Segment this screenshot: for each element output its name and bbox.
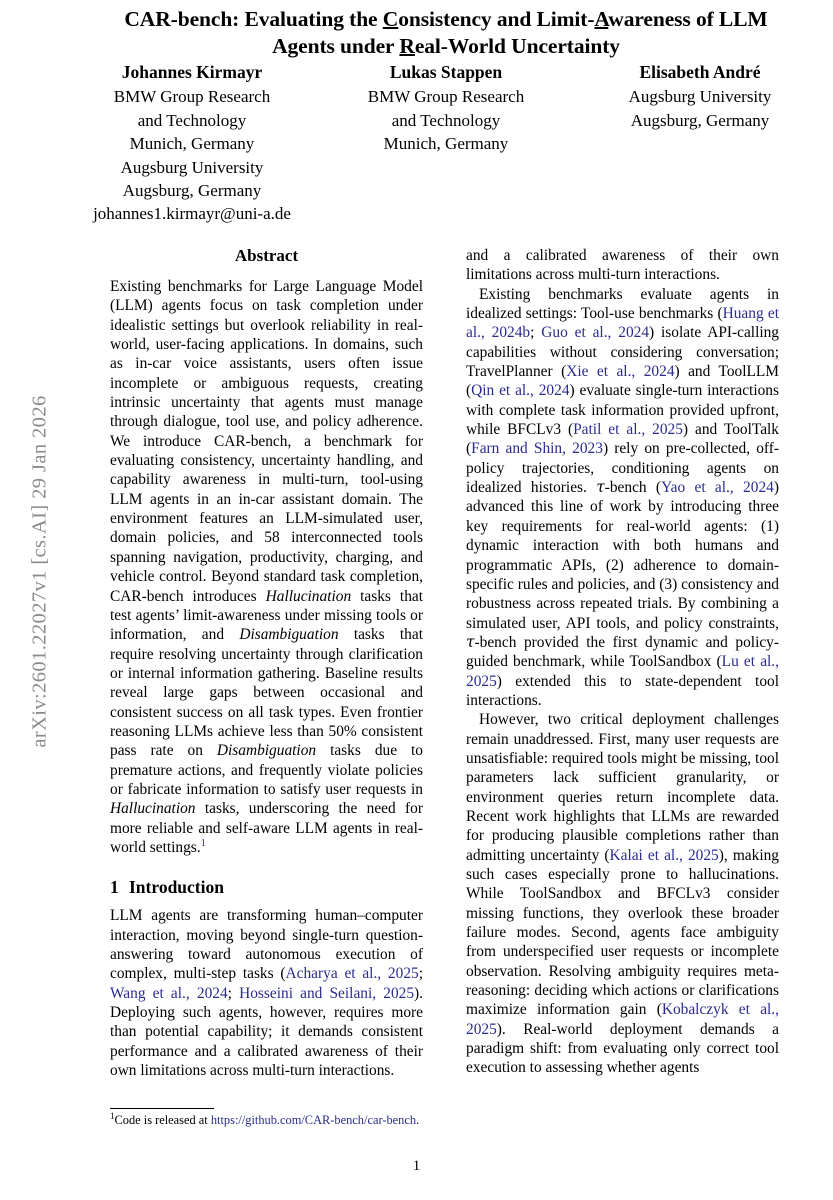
text-seg: ). Deploying such agents, however, requires more than potential capability; it demands consistent performance and a calibrated awareness of their own limitations across multi-turn interactions.: [110, 984, 424, 1080]
right-column: [466, 246, 779, 1078]
citation-link[interactable]: Lu et al., 2025: [466, 653, 780, 690]
author-affiliation-line: Augsburg University: [120, 157, 264, 177]
left-column: [110, 246, 423, 1080]
footnote-url-link[interactable]: https://github.com/CAR-bench/car-bench: [210, 1113, 417, 1127]
title-segment-4: Agents under: [272, 34, 400, 58]
section-heading-introduction: [110, 877, 423, 898]
author-affiliation-line: BMW Group Research: [367, 87, 525, 107]
abstract-seg-1: Existing benchmarks for Large Language Model (LLM) agents focus on task completion under idealistic settings but overlook reliability in real-world, user-facing applications. In domains, such as in-car voice assistants, users often issue incomplete or ambiguous requests, creating intrinsic uncertainty that agents must manage through dialogue, tool use, and policy adherence. We introduce CAR-bench, a benchmark for evaluating consistency, uncertainty handling, and capability awareness in multi-turn, tool-using LLM agents in an in-car assistant domain. The environment features an LLM-simulated user, domain policies, and 58 interconnected tools spanning navigation, productivity, charging, and vehicle control. Beyond standard task completion, CAR-bench introduces: [110, 278, 423, 605]
text-seg: ) advanced this line of work by introducing three key requirements for real-world agents: (1) dynamic interaction with both humans and programmatic APIs, (2) adherence to domain-specific rules and policies, and (3) consistency and robustness across repeated trials. By combining a simulated user, API tools, and policy constraints,: [466, 479, 779, 632]
abstract-seg-4: tasks due to premature actions, and frequently violate policies or fabricate information to satisfy user requests in: [110, 742, 423, 798]
text-seg: ) and ToolTalk (: [466, 421, 780, 458]
citation-link[interactable]: Acharya et al., 2025: [285, 965, 419, 983]
footnote-marker[interactable]: 1: [200, 837, 206, 849]
text-seg: and a calibrated awareness of their own limitations across multi-turn interactions.: [466, 247, 779, 284]
author-affiliation-line: Augsburg, Germany: [122, 181, 262, 201]
author-name: Lukas Stappen: [389, 62, 503, 82]
author-name: Johannes Kirmayr: [121, 62, 263, 82]
abstract-seg-3: tasks that require resolving uncertainty through clarification or internal information gathering. Baseline results reveal large gaps between occasional and consistent success on all task types. Even frontier reasoning LLMs achieve less than 50% consistent pass rate on: [110, 626, 423, 760]
author-name: Elisabeth André: [639, 62, 761, 82]
abstract-seg-2: tasks that test agents’ limit-awareness under missing tools or information, and: [110, 587, 424, 644]
abstract-emph-hallucination: Hallucination: [265, 587, 352, 605]
text-seg: ;: [418, 965, 423, 983]
abstract-text: [110, 277, 423, 857]
text-seg: LLM agents are transforming human–computer interaction, moving beyond single-turn question-answering toward autonomous execution of complex, multi-step tasks (: [110, 907, 423, 983]
footnote: [110, 1110, 423, 1128]
citation-link[interactable]: Huang et al., 2024b: [466, 305, 779, 342]
citation-link[interactable]: Guo et al., 2024: [541, 324, 650, 342]
title-segment-2: onsistency and Limit-: [398, 7, 595, 31]
citation-link[interactable]: Kobalczyk et al., 2025: [466, 1001, 779, 1038]
text-seg: ;: [530, 324, 542, 342]
title-underlined-r: R: [399, 34, 415, 58]
text-seg: ). Real-world deployment demands a paradigm shift: from evaluating only correct tool execution to assessing whether agents: [466, 1020, 779, 1077]
author-entry: [320, 61, 572, 156]
text-seg: ) and ToolLLM (: [466, 363, 779, 400]
citation-link[interactable]: Kalai et al., 2025: [609, 846, 719, 864]
abstract-emph-disambiguation: Disambiguation: [239, 626, 339, 644]
footnote-text-end: .: [416, 1113, 420, 1127]
intro-paragraph-2: [466, 285, 779, 711]
title-segment-5: eal-World Uncertainty: [414, 34, 620, 58]
text-seg: ;: [227, 984, 240, 1002]
text-seg: ) evaluate single-turn interactions with complete task information provided upfront, while BFCLv3 (: [466, 382, 779, 439]
section-title: Introduction: [129, 877, 224, 898]
text-seg: -bench provided the first dynamic and policy-guided benchmark, while ToolSandbox (: [466, 633, 779, 671]
citation-link[interactable]: Xie et al., 2024: [566, 363, 675, 381]
author-affiliation-line: and Technology: [137, 110, 247, 130]
abstract-heading: Abstract: [234, 246, 299, 265]
intro-paragraph-1: [110, 906, 423, 1080]
title-segment-3: wareness of LLM: [608, 7, 768, 31]
intro-paragraph-1-continued: [466, 246, 779, 285]
citation-link[interactable]: Wang et al., 2024: [110, 984, 228, 1002]
citation-link[interactable]: Qin et al., 2024: [471, 382, 570, 400]
title-underlined-a: A: [594, 7, 609, 31]
text-seg: However, two critical deployment challenges remain unaddressed. First, many user requests are unsatisfiable: required tools might be missing, tool parameters lack sufficient granularity, or environment queries return incomplete data. Recent work highlights that LLMs are rewarded for producing plausible completions rather than admitting uncertainty (: [466, 711, 779, 864]
tau-symbol: τ: [466, 632, 475, 651]
abstract-emph-hallucination-2: Hallucination: [110, 800, 196, 818]
author-affiliation-line: Augsburg University: [628, 87, 772, 107]
intro-paragraph-3: [466, 710, 779, 1078]
text-seg: ) isolate API-calling capabilities without considering conversation; TravelPlanner (: [466, 324, 780, 381]
abstract-emph-disambiguation-2: Disambiguation: [216, 742, 317, 760]
arxiv-stamp-text: arXiv:2601.22027v1 [cs.AI] 29 Jan 2026: [28, 395, 51, 748]
author-affiliation-line: Augsburg, Germany: [630, 110, 770, 130]
tau-symbol: τ: [596, 478, 605, 497]
citation-link[interactable]: Farn and Shin, 2023: [471, 440, 603, 458]
author-affiliation-line: Munich, Germany: [129, 134, 255, 154]
text-seg: Existing benchmarks evaluate agents in idealized settings: Tool-use benchmarks (: [466, 285, 779, 323]
title-underlined-c: C: [382, 7, 399, 31]
author-affiliation-line: and Technology: [391, 110, 501, 130]
title-block: [66, 6, 826, 60]
footnote-text: Code is released at: [114, 1113, 211, 1127]
page-title: [66, 6, 826, 60]
author-affiliation-line: BMW Group Research: [113, 87, 271, 107]
citation-link[interactable]: Hosseini and Seilani, 2025: [239, 984, 415, 1002]
title-segment-1: CAR-bench: Evaluating the: [124, 7, 383, 31]
author-email[interactable]: johannes1.kirmayr@uni-a.de: [93, 204, 291, 224]
text-seg: -bench (: [604, 479, 662, 497]
footnote-rule: [110, 1108, 214, 1109]
section-number: 1: [110, 877, 119, 898]
footnote-number: 1: [110, 1110, 115, 1121]
citation-link[interactable]: Yao et al., 2024: [661, 479, 774, 497]
author-entry: [574, 61, 826, 132]
text-seg: ) rely on pre-collected, off-policy trajectories, conditioning agents on idealized histories.: [466, 440, 779, 497]
page-number: 1: [412, 1158, 421, 1174]
text-seg: ), making such cases especially prone to hallucinations. While ToolSandbox and BFCLv3 consider missing functions, they overlook these broader failure modes. Second, agents face ambiguity from underspecified user requests or incomplete observation. Resolving ambiguity requires meta-reasoning: deciding which actions or clarifications maximize information gain (: [466, 846, 779, 1019]
text-seg: ) extended this to state-dependent tool interactions.: [466, 672, 779, 709]
author-affiliation-line: Munich, Germany: [383, 134, 509, 154]
citation-link[interactable]: Patil et al., 2025: [573, 421, 683, 439]
abstract-seg-5: tasks, underscoring the need for more reliable and self-aware LLM agents in real-world settings.: [110, 800, 423, 856]
author-block: [66, 61, 826, 226]
author-entry: [66, 61, 318, 226]
